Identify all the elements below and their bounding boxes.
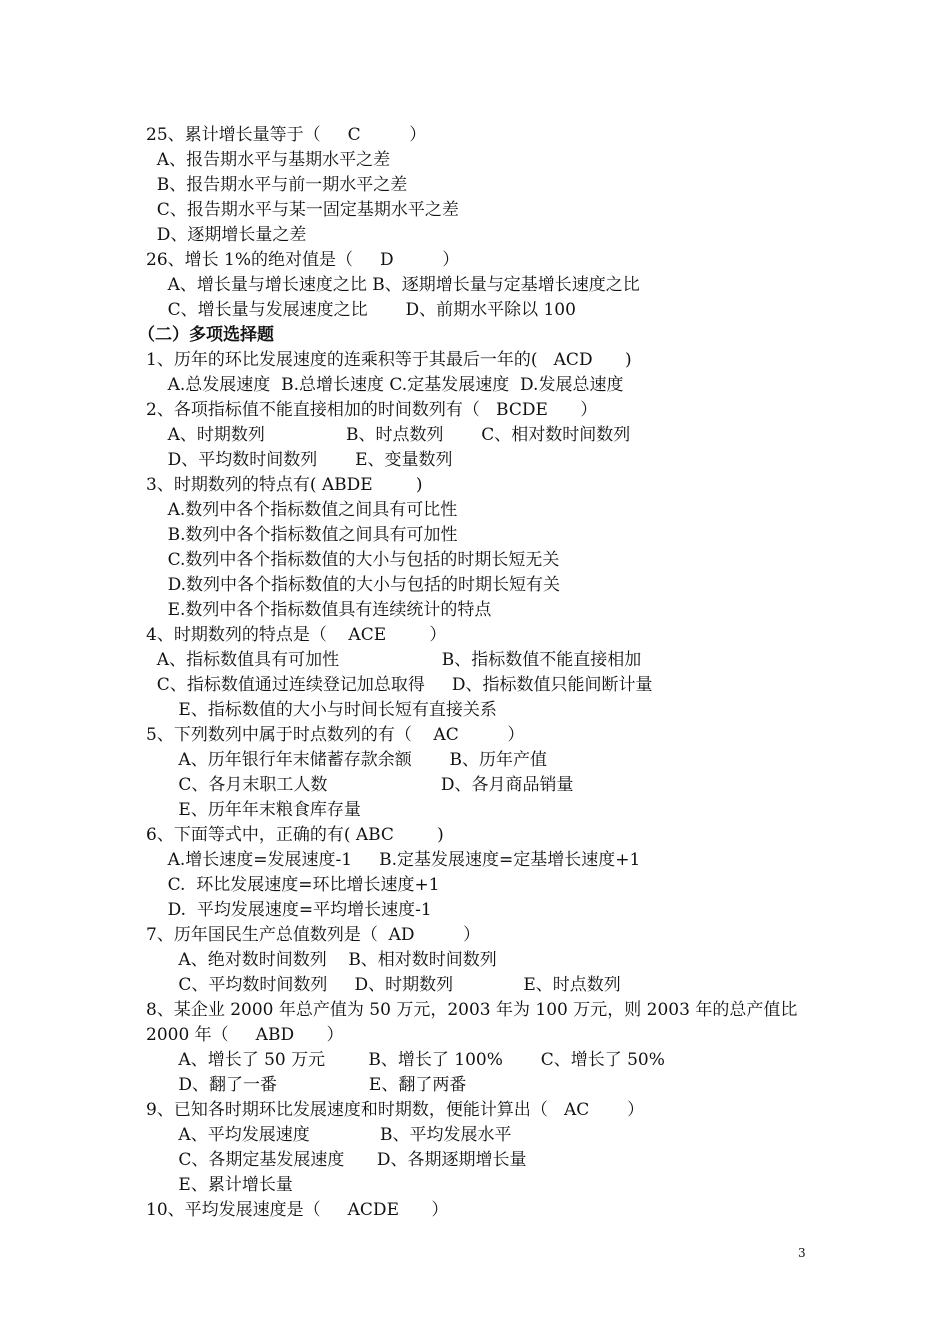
text-line: A、时期数列 B、时点数列 C、相对数时间数列	[146, 425, 631, 445]
text-line: A、报告期水平与基期水平之差	[146, 150, 391, 170]
text-line: 10、平均发展速度是（ ACDE ）	[146, 1200, 449, 1220]
text-line: A.增长速度=发展速度-1 B.定基发展速度=定基增长速度+1	[146, 850, 641, 870]
text-line: A、绝对数时间数列 B、相对数时间数列	[146, 950, 497, 970]
text-line: C、增长量与发展速度之比 D、前期水平除以 100	[146, 300, 576, 320]
text-line: A、历年银行年末储蓄存款余额 B、历年产值	[146, 750, 548, 770]
text-line: A.总发展速度 B.总增长速度 C.定基发展速度 D.发展总速度	[146, 375, 624, 395]
text-line: 9、已知各时期环比发展速度和时期数，便能计算出（ AC ）	[146, 1100, 645, 1120]
text-line: D、逐期增长量之差	[146, 225, 307, 245]
text-line: C、报告期水平与某一固定基期水平之差	[146, 200, 459, 220]
text-line: B、报告期水平与前一期水平之差	[146, 175, 408, 195]
text-line: 4、时期数列的特点是（ ACE ）	[146, 625, 447, 645]
text-line: E、历年年末粮食库存量	[146, 800, 361, 820]
text-line: 1、历年的环比发展速度的连乘积等于其最后一年的( ACD )	[146, 350, 632, 370]
text-line: 5、下列数列中属于时点数列的有（ AC ）	[146, 725, 525, 745]
page-number: 3	[798, 1246, 806, 1260]
text-line: C、指标数值通过连续登记加总取得 D、指标数值只能间断计量	[146, 675, 653, 695]
text-line: C、各月末职工人数 D、各月商品销量	[146, 775, 574, 795]
text-line: A、平均发展速度 B、平均发展水平	[146, 1125, 512, 1145]
section-heading: （二）多项选择题	[138, 325, 274, 345]
text-line: E、累计增长量	[146, 1175, 293, 1195]
text-line: 3、时期数列的特点有( ABDE )	[146, 475, 423, 495]
text-line: D、翻了一番 E、翻了两番	[146, 1075, 467, 1095]
text-line: 2000 年（ ABD ）	[146, 1025, 344, 1045]
text-line: E、指标数值的大小与时间长短有直接关系	[146, 700, 497, 720]
text-line: A、增长了 50 万元 B、增长了 100% C、增长了 50%	[146, 1050, 665, 1070]
text-line: D. 平均发展速度=平均增长速度-1	[146, 900, 432, 920]
text-line: B.数列中各个指标数值之间具有可加性	[146, 525, 458, 545]
text-line: C、各期定基发展速度 D、各期逐期增长量	[146, 1150, 527, 1170]
text-line: A.数列中各个指标数值之间具有可比性	[146, 500, 458, 520]
text-line: C. 环比发展速度=环比增长速度+1	[146, 875, 440, 895]
text-line: C.数列中各个指标数值的大小与包括的时期长短无关	[146, 550, 560, 570]
text-line: 25、累计增长量等于（ C ）	[146, 125, 427, 145]
text-line: E.数列中各个指标数值具有连续统计的特点	[146, 600, 492, 620]
text-line: 6、下面等式中，正确的有( ABC )	[146, 825, 444, 845]
text-line: D、平均数时间数列 E、变量数列	[146, 450, 453, 470]
text-line: C、平均数时间数列 D、时期数列 E、时点数列	[146, 975, 621, 995]
text-line: A、指标数值具有可加性 B、指标数值不能直接相加	[146, 650, 642, 670]
text-line: A、增长量与增长速度之比 B、逐期增长量与定基增长速度之比	[146, 275, 640, 295]
text-line: 7、历年国民生产总值数列是（ AD ）	[146, 925, 481, 945]
text-line: 2、各项指标值不能直接相加的时间数列有（ BCDE ）	[146, 400, 598, 420]
text-line: D.数列中各个指标数值的大小与包括的时期长短有关	[146, 575, 561, 595]
text-line: 8、某企业 2000 年总产值为 50 万元，2003 年为 100 万元，则 2003 年的总产值比	[146, 1000, 798, 1020]
text-line: 26、增长 1%的绝对值是（ D ）	[146, 250, 460, 270]
